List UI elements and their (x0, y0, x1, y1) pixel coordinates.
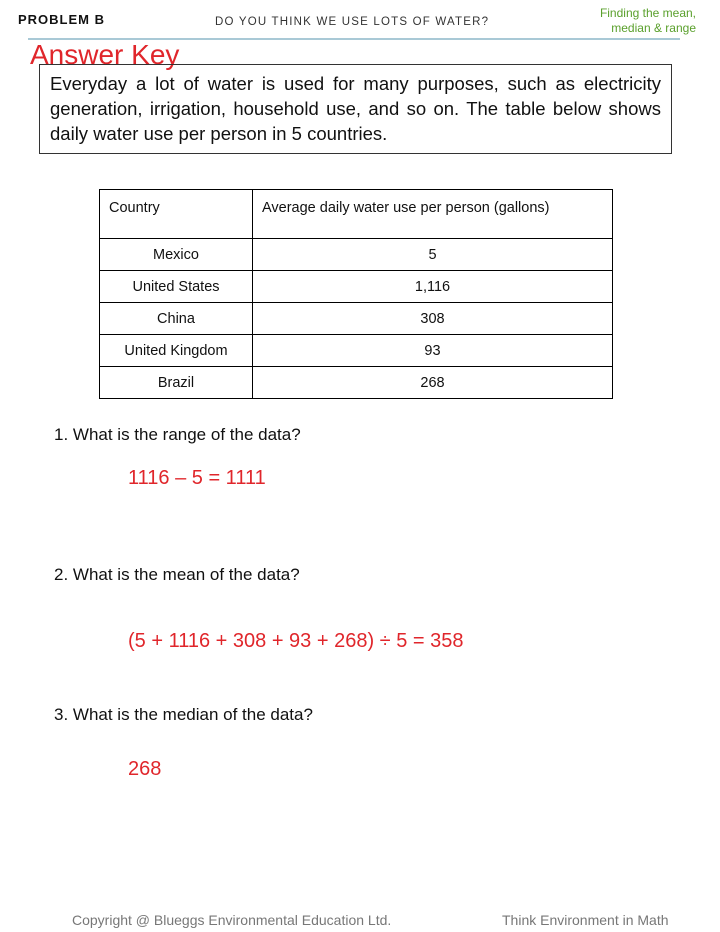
answer-2: (5 + 1116 + 308 + 93 + 268) ÷ 5 = 358 (128, 630, 464, 652)
answer-3: 268 (128, 758, 162, 780)
question-3: 3. What is the median of the data? (54, 705, 313, 724)
header-country: Country (100, 190, 253, 239)
topic-line-2: median & range (611, 21, 696, 35)
intro-text-box: Everyday a lot of water is used for many purposes, such as electricity generation, irrigation, household use, and so on. The table below shows daily water use per person in 5 countries. (39, 64, 672, 154)
value-cell: 5 (253, 239, 613, 271)
value-cell: 308 (253, 303, 613, 335)
water-use-table (99, 189, 613, 399)
answer-1: 1116 – 5 = 1111 (128, 467, 266, 489)
question-2: 2. What is the mean of the data? (54, 565, 300, 584)
country-cell: China (100, 303, 253, 335)
table-row (100, 239, 613, 271)
table-row (100, 271, 613, 303)
country-cell: Mexico (100, 239, 253, 271)
table-row (100, 335, 613, 367)
footer-tagline: Think Environment in Math (502, 912, 669, 928)
value-cell: 268 (253, 367, 613, 399)
worksheet-title: DO YOU THINK WE USE LOTS OF WATER? (215, 16, 490, 28)
question-1: 1. What is the range of the data? (54, 425, 301, 444)
problem-label: PROBLEM B (18, 12, 105, 27)
header-water-use: Average daily water use per person (gallons) (253, 190, 613, 239)
table-row (100, 303, 613, 335)
value-cell: 93 (253, 335, 613, 367)
country-cell: Brazil (100, 367, 253, 399)
answer-key-label: Answer Key (30, 39, 180, 70)
topic-line-1: Finding the mean, (599, 6, 696, 20)
country-cell: United Kingdom (100, 335, 253, 367)
table-header-row (100, 190, 613, 239)
footer-copyright: Copyright @ Blueggs Environmental Education Ltd. (72, 912, 392, 928)
country-cell: United States (100, 271, 253, 303)
value-cell: 1,116 (253, 271, 613, 303)
table-row (100, 367, 613, 399)
topic-label (600, 6, 696, 36)
